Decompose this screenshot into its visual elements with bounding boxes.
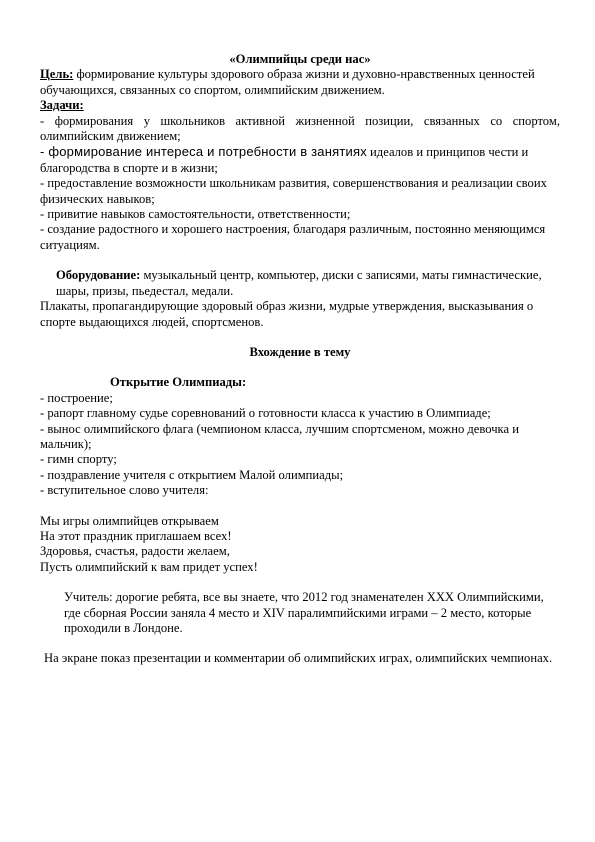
task-item-2-sans: - формирование интереса и потребности в занятиях bbox=[40, 144, 367, 160]
goal-paragraph bbox=[40, 67, 560, 98]
posters-text: Плакаты, пропагандирующие здоровый образ жизни, мудрые утверждения, высказывания о спорте выдающихся людей, спортсменов. bbox=[40, 299, 534, 329]
opening-heading: Открытие Олимпиады: bbox=[110, 375, 247, 390]
spacer bbox=[40, 330, 560, 345]
opening-list-item: - гимн спорту; bbox=[40, 452, 117, 467]
spacer bbox=[40, 360, 560, 375]
spacer bbox=[40, 575, 560, 590]
opening-list-item: - вступительное слово учителя: bbox=[40, 483, 209, 498]
poem-line: Мы игры олимпийцев открываем bbox=[40, 513, 219, 528]
poem-line: На этот праздник приглашаем всех! bbox=[40, 528, 232, 543]
opening-list-item: - вынос олимпийского флага (чемпионом класса, лучшим спортсменом, можно девочка и мальчик); bbox=[40, 421, 519, 451]
spacer bbox=[40, 636, 560, 651]
section-heading: Вхождение в тему bbox=[249, 344, 351, 359]
screen-text: На экране показ презентации и комментарии об олимпийских играх, олимпийских чемпионах. bbox=[44, 651, 553, 666]
teacher-text: Учитель: дорогие ребята, все вы знаете, что 2012 год знаменателен XXX Олимпийскими, где сборная России заняла 4 место и XIV паралимпийскими играми – 2 место, которые проходили в Лондоне. bbox=[64, 590, 544, 635]
task-item-4: - привитие навыков самостоятельности, ответственности; bbox=[40, 207, 351, 222]
opening-list-item: - поздравление учителя с открытием Малой олимпиады; bbox=[40, 467, 344, 482]
document-page bbox=[40, 52, 560, 667]
opening-list-item: - рапорт главному судье соревнований о готовности класса к участию в Олимпиаде; bbox=[40, 406, 491, 421]
poem-line: Здоровья, счастья, радости желаем, bbox=[40, 544, 230, 559]
task-item-2 bbox=[40, 144, 560, 176]
spacer bbox=[40, 253, 560, 268]
task-item-2-rest: идеалов и принципов чести и благородства в спорте и в жизни; bbox=[40, 145, 529, 175]
task-item-3: - предоставление возможности школьникам развития, совершенствования и реализации своих физических навыков; bbox=[40, 176, 547, 206]
task-item-1: - формирования у школьников активной жизненной позиции, связанных со спортом, олимпийским движением; bbox=[40, 113, 560, 144]
goal-text: формирование культуры здорового образа жизни и духовно-нравственных ценностей обучающихся, связанных со спортом, олимпийским движением. bbox=[40, 67, 535, 97]
equipment-paragraph bbox=[40, 268, 560, 299]
opening-list bbox=[40, 391, 560, 499]
opening-list-item: - построение; bbox=[40, 390, 113, 405]
spacer bbox=[40, 499, 560, 514]
equipment-label: Оборудование: bbox=[56, 268, 141, 283]
tasks-label: Задачи: bbox=[40, 98, 84, 113]
goal-label: Цель: bbox=[40, 67, 74, 82]
task-item-5: - создание радостного и хорошего настроения, благодаря различным, постоянно меняющимся ситуациям. bbox=[40, 222, 546, 252]
poem bbox=[40, 514, 560, 576]
document-title: «Олимпийцы среди нас» bbox=[229, 52, 371, 66]
equipment-text: музыкальный центр, компьютер, диски с записями, маты гимнастические, шары, призы, пьедестал, медали. bbox=[56, 268, 542, 298]
poem-line: Пусть олимпийский к вам придет успех! bbox=[40, 559, 258, 574]
